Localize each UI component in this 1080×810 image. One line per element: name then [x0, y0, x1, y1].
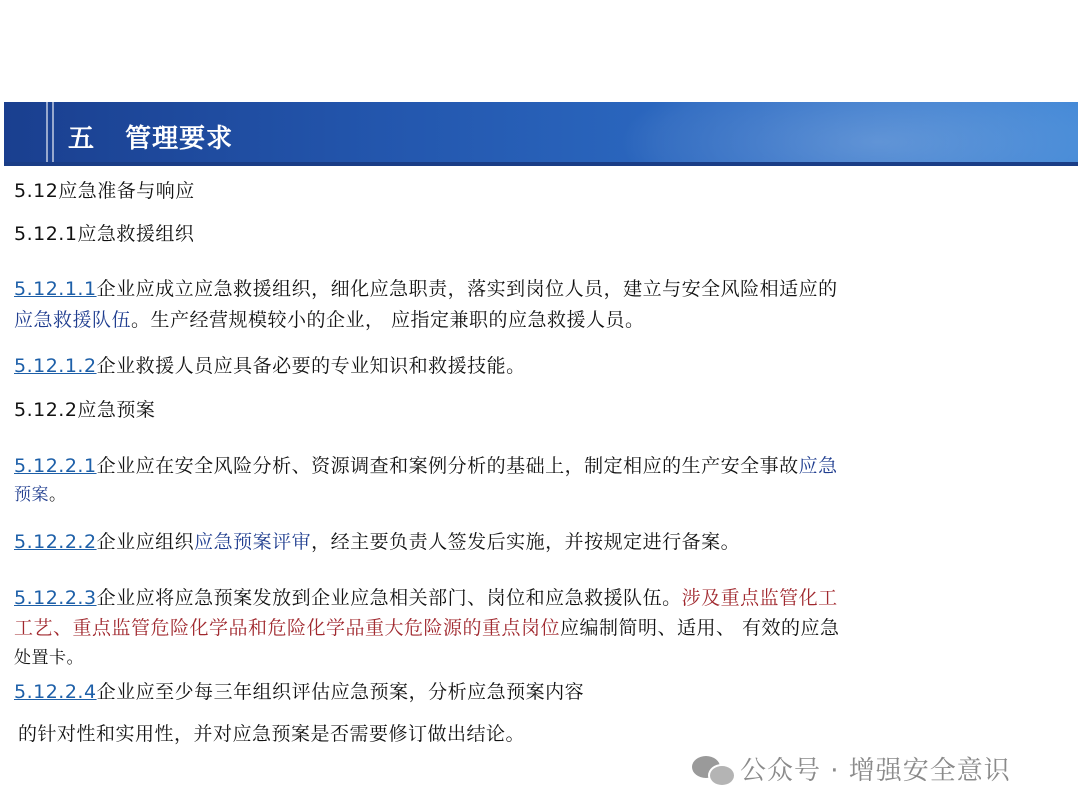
banner-stripe — [52, 102, 54, 166]
paragraph-text: 企业应成立应急救援组织，细化应急职责，落实到岗位人员，建立与安全风险相适应的 — [96, 278, 838, 300]
term-link[interactable]: 应急预案评审 — [194, 531, 312, 553]
heading-5-12-1: 5.12.1应急救援组织 — [14, 223, 195, 245]
paragraph-text: 企业应组织 — [96, 531, 195, 553]
paragraph-5-12-2-4-cont: 的针对性和实用性，并对应急预案是否需要修订做出结论。 — [18, 723, 526, 745]
paragraph-5-12-2-1-cont — [14, 480, 67, 511]
reference-link[interactable]: 5.12.2.2 — [14, 531, 97, 553]
paragraph-5-12-2-3 — [14, 583, 838, 614]
paragraph-text: 。生产经营规模较小的企业， 应指定兼职的应急救援人员。 — [131, 309, 645, 331]
paragraph-text: 企业应至少每三年组织评估应急预案，分析应急预案内容 — [96, 681, 585, 703]
paragraph-5-12-1-1-cont — [14, 305, 645, 336]
paragraph-5-12-2-4 — [14, 677, 584, 708]
banner-stripe — [46, 102, 48, 166]
paragraph-5-12-2-3-end: 处置卡。 — [14, 648, 84, 668]
paragraph-text: 企业救援人员应具备必要的专业知识和救援技能。 — [96, 355, 526, 377]
banner-decoration — [618, 102, 1078, 166]
reference-link[interactable]: 5.12.2.3 — [14, 587, 97, 609]
heading-5-12-2: 5.12.2应急预案 — [14, 399, 156, 421]
highlight-text: 工艺、重点监管危险化学品和危险化学品重大危险源的重点岗位 — [14, 617, 561, 639]
term-link[interactable]: 应急 — [798, 455, 838, 477]
paragraph-text: ，经主要负责人签发后实施，并按规定进行备案。 — [311, 531, 741, 553]
highlight-text: 涉及重点监管化工 — [681, 587, 838, 609]
paragraph-5-12-1-2 — [14, 351, 526, 382]
reference-link[interactable]: 5.12.1.2 — [14, 355, 97, 377]
paragraph-5-12-2-1 — [14, 451, 838, 482]
reference-link[interactable]: 5.12.2.4 — [14, 681, 97, 703]
term-link[interactable]: 预案 — [14, 485, 49, 505]
watermark — [692, 750, 1011, 786]
term-link[interactable]: 应急救援队伍 — [14, 309, 132, 331]
paragraph-text: 企业应在安全风险分析、资源调查和案例分析的基础上，制定相应的生产安全事故 — [96, 455, 799, 477]
paragraph-text: 企业应将应急预案发放到企业应急相关部门、岗位和应急救援队伍。 — [96, 587, 682, 609]
paragraph-text: 。 — [49, 485, 67, 505]
reference-link[interactable]: 5.12.2.1 — [14, 455, 97, 477]
section-banner — [4, 102, 1078, 166]
paragraph-5-12-2-3-cont — [14, 613, 840, 644]
paragraph-5-12-1-1 — [14, 274, 838, 305]
paragraph-text: 应编制简明、适用、 有效的应急 — [560, 617, 840, 639]
wechat-icon — [692, 752, 736, 784]
reference-link[interactable]: 5.12.1.1 — [14, 278, 97, 300]
watermark-text: 公众号 · 增强安全意识 — [740, 755, 1011, 786]
heading-5-12: 5.12应急准备与响应 — [14, 180, 195, 202]
paragraph-5-12-2-2 — [14, 527, 740, 558]
section-title: 五 管理要求 — [68, 124, 234, 154]
